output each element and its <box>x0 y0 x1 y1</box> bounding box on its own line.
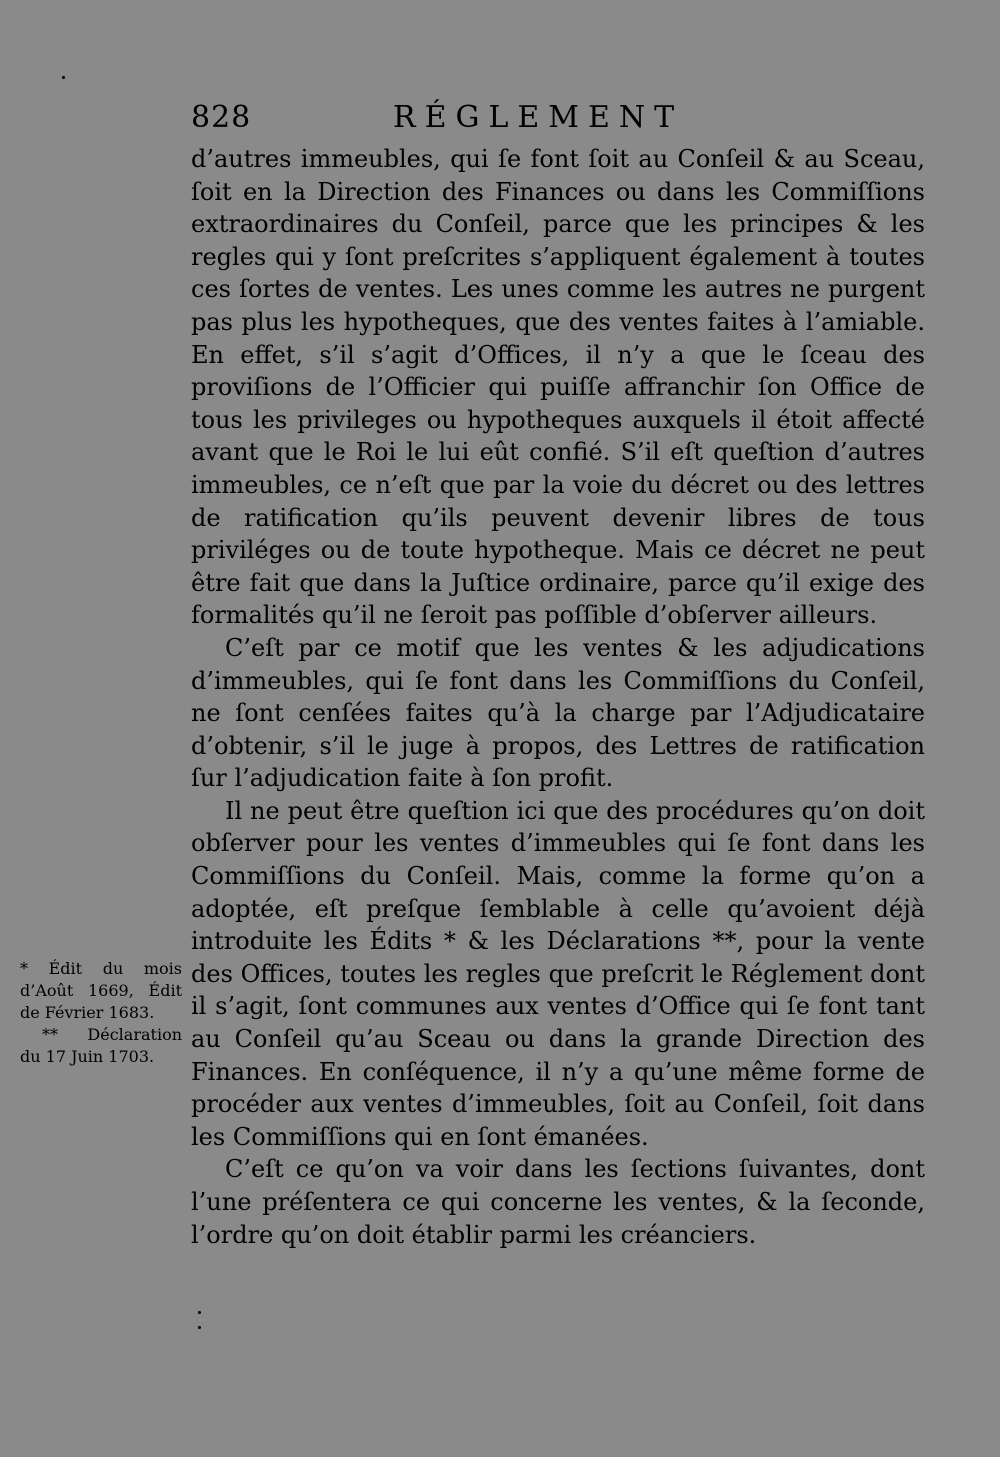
print-speck <box>62 76 65 79</box>
margin-notes <box>20 958 182 1068</box>
margin-note-declaration: ** Déclaration du 17 Juin 1703. <box>20 1025 182 1066</box>
paragraph-2: C’eſt par ce motif que les ventes & les adjudications d’immeubles, qui ſe font dans les Commiſſions du Conſeil, ne ſont cenſées faites qu’à la charge par l’Adjudicataire d’obtenir, s’il le juge à propos, des Lettres de ratification ſur l’adjudication faite à ſon profit. <box>191 633 925 793</box>
main-text-block <box>191 143 925 1251</box>
page-number: 828 <box>191 100 252 135</box>
margin-note-edits: * Édit du mois d’Août 1669, Édit de Février 1683. <box>20 959 182 1022</box>
print-speck <box>198 1326 201 1329</box>
paragraph-3: Il ne peut être queſtion ici que des procédures qu’on doit obſerver pour les ventes d’immeubles qui ſe font dans les Commiſſions du Conſeil. Mais, comme la forme qu’on a adoptée, eſt preſque ſemblable à celle qu’avoient déjà introduite les Édits * & les Déclarations **, pour la vente des Offices, toutes les regles que preſcrit le Réglement dont il s’agit, ſont communes aux ventes d’Office qui ſe font tant au Conſeil qu’au Sceau ou dans la grande Direction des Finances. En conſéquence, il n’y a qu’une même forme de procéder aux ventes d’immeubles, ſoit au Conſeil, ſoit dans les Commiſſions qui en ſont émanées. <box>191 796 925 1151</box>
paragraph-4: C’eſt ce qu’on va voir dans les ſections ſuivantes, dont l’une préſentera ce qui concerne les ventes, & la ſeconde, l’ordre qu’on doit établir parmi les créanciers. <box>191 1155 925 1249</box>
paragraph-1: d’autres immeubles, qui ſe font ſoit au Conſeil & au Sceau, ſoit en la Direction des Finances ou dans les Commiſſions extraordinaires du Conſeil, parce que les principes & les regles qui y ſont preſcrites s’appliquent également à toutes ces ſortes de ventes. Les unes comme les autres ne purgent pas plus les hypotheques, que des ventes faites à l’amiable. En effet, s’il s’agit d’Offices, il n’y a que le ſceau des proviſions de l’Officier qui puiſſe affranchir ſon Office de tous les privileges ou hypotheques auxquels il étoit affecté avant que le Roi le lui eût confié. S’il eſt queſtion d’autres immeubles, ce n’eſt que par la voie du décret ou des lettres de ratification qu’ils peuvent devenir libres de tous priviléges ou de toute hypotheque. Mais ce décret ne peut être fait que dans la Juſtice ordinaire, parce qu’il exige des formalités qu’il ne ſeroit pas poſſible d’obſerver ailleurs. <box>191 145 925 630</box>
print-speck <box>198 1311 201 1314</box>
running-title: RÉGLEMENT <box>393 100 684 135</box>
